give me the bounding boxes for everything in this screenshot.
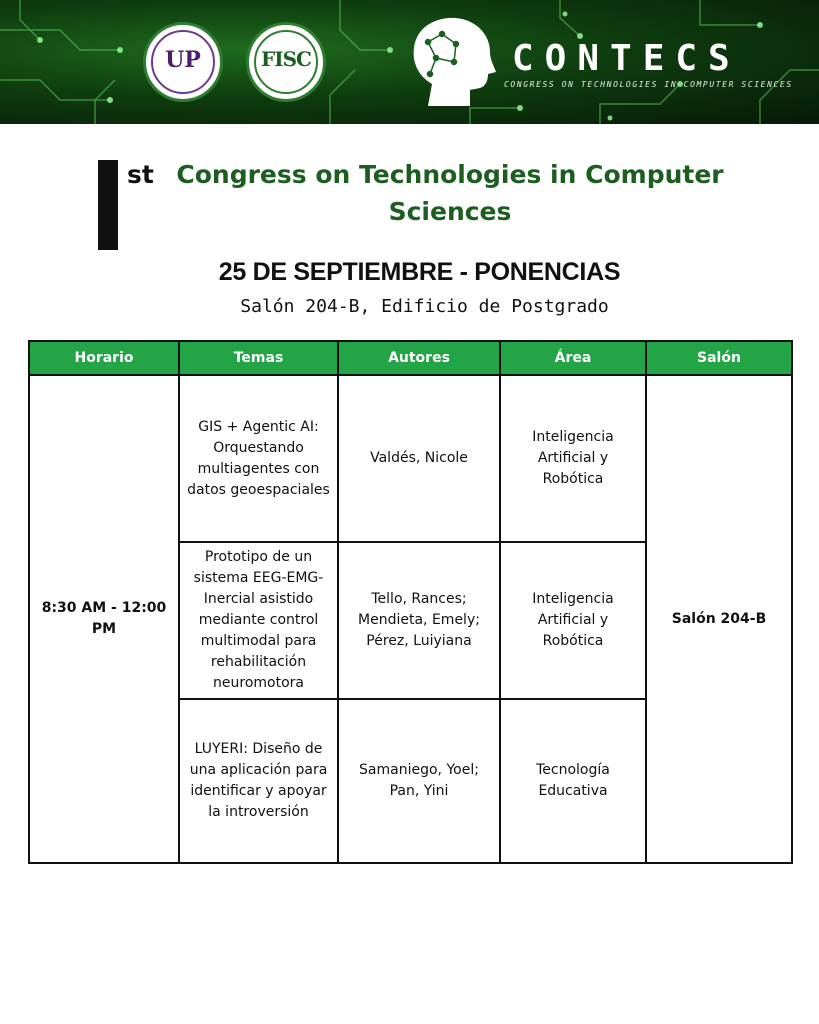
column-header-salon: Salón — [646, 341, 792, 375]
authors-cell: Valdés, Nicole — [338, 375, 500, 542]
table-header-row — [29, 341, 792, 375]
schedule-table — [28, 340, 793, 864]
topic-cell: LUYERI: Diseño de una aplicación para identificar y apoyar la introversión — [179, 699, 338, 863]
area-cell: Inteligencia Artificial y Robótica — [500, 542, 646, 699]
ordinal-numeral-bar — [98, 160, 118, 250]
topic-cell: Prototipo de un sistema EEG-EMG-Inercial asistido mediante control multimodal para rehabilitación neuromotora — [179, 542, 338, 699]
date-heading: 25 DE SEPTIEMBRE - PONENCIAS — [218, 258, 621, 286]
authors-cell: Samaniego, Yoel; Pan, Yini — [338, 699, 500, 863]
ai-head-icon — [410, 14, 496, 108]
venue-line: Salón 204-B, Edificio de Postgrado — [240, 296, 609, 317]
header-banner — [0, 0, 819, 124]
university-logo — [143, 22, 223, 102]
column-header-autores: Autores — [338, 341, 500, 375]
column-header-area: Área — [500, 341, 646, 375]
faculty-logo — [246, 22, 326, 102]
time-cell: 8:30 AM - 12:00 PM — [29, 375, 179, 863]
authors-cell: Tello, Rances; Mendieta, Emely; Pérez, Luiyiana — [338, 542, 500, 699]
faculty-logo-monogram: FISC — [261, 47, 311, 71]
column-header-horario: Horario — [29, 341, 179, 375]
congress-title: Congress on Technologies in Computer Sciences — [176, 160, 724, 226]
area-cell: Inteligencia Artificial y Robótica — [500, 375, 646, 542]
university-logo-monogram: UP — [165, 47, 201, 73]
area-cell: Tecnología Educativa — [500, 699, 646, 863]
ordinal-suffix: st — [127, 160, 154, 189]
table-row — [29, 375, 792, 542]
topic-cell: GIS + Agentic AI: Orquestando multiagentes con datos geoespaciales — [179, 375, 338, 542]
brand-subtitle: CONGRESS ON TECHNOLOGIES IN COMPUTER SCIENCES — [504, 80, 793, 89]
room-cell: Salón 204-B — [646, 375, 792, 863]
brand-title: CONTECS — [512, 38, 741, 79]
column-header-temas: Temas — [179, 341, 338, 375]
